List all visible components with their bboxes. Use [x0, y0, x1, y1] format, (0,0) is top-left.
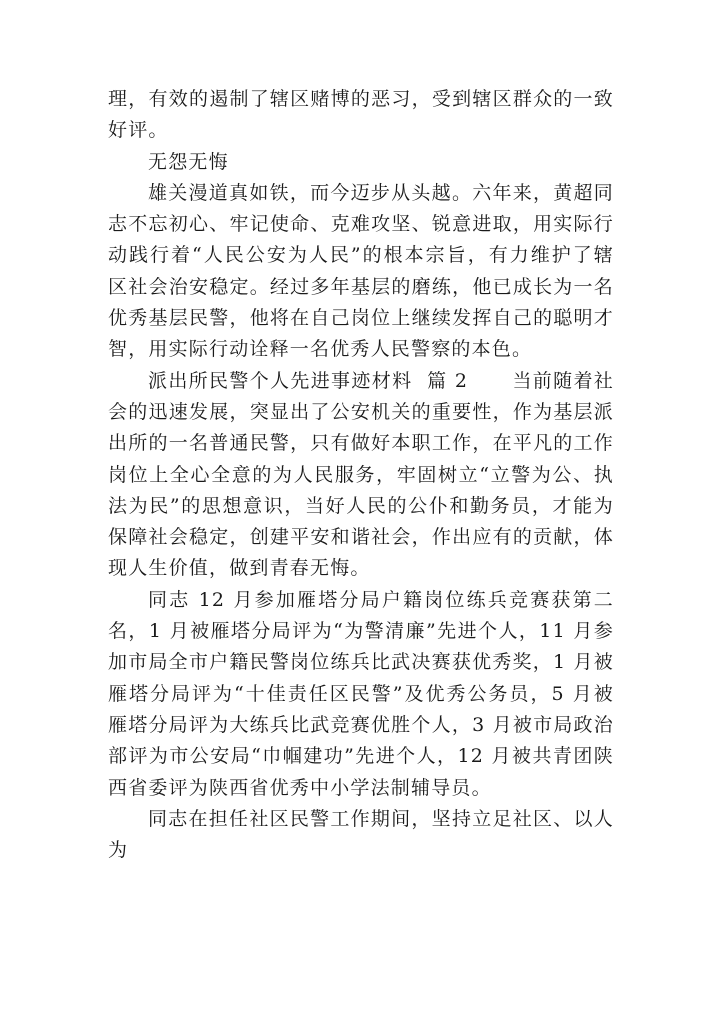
document-page [108, 84, 614, 866]
body-paragraph: 理，有效的遏制了辖区赌博的恶习，受到辖区群众的一致好评。 [108, 88, 614, 142]
body-paragraph: 派出所民警个人先进事迹材料 篇 2 当前随着社会的迅速发展，突显出了公安机关的重要性，作为基层派出所的一名普通民警，只有做好本职工作，在平凡的工作岗位上全心全意的为人民服务，牢固树立“立警为公、执法为民”的思想意识，当好人民的公仆和勤务员，才能为保障社会稳定，创建平安和谐社会，作出应有的贡献，体现人生价值，做到青春无悔。 [108, 369, 614, 580]
section-heading: 无怨无悔 [148, 150, 229, 173]
body-paragraph: 雄关漫道真如铁，而今迈步从头越。六年来，黄超同志不忘初心、牢记使命、克难攻坚、锐意进取，用实际行动践行着“人民公安为人民”的根本宗旨，有力维护了辖区社会治安稳定。经过多年基层的磨练，他已成长为一名优秀基层民警，他将在自己岗位上继续发挥自己的聪明才智，用实际行动诠释一名优秀人民警察的本色。 [108, 181, 614, 361]
body-paragraph: 同志 12 月参加雁塔分局户籍岗位练兵竞赛获第二名，1 月被雁塔分局评为“为警清廉”先进个人，11 月参加市局全市户籍民警岗位练兵比武决赛获优秀奖，1 月被雁塔分局评为“十佳责任区民警”及优秀公务员，5 月被雁塔分局评为大练兵比武竞赛优胜个人，3 月被市局政治部评为市公安局“巾帼建功”先进个人，12 月被共青团陕西省委评为陕西省优秀中小学法制辅导员。 [108, 588, 614, 799]
body-paragraph: 同志在担任社区民警工作期间，坚持立足社区、以人为 [108, 807, 614, 862]
